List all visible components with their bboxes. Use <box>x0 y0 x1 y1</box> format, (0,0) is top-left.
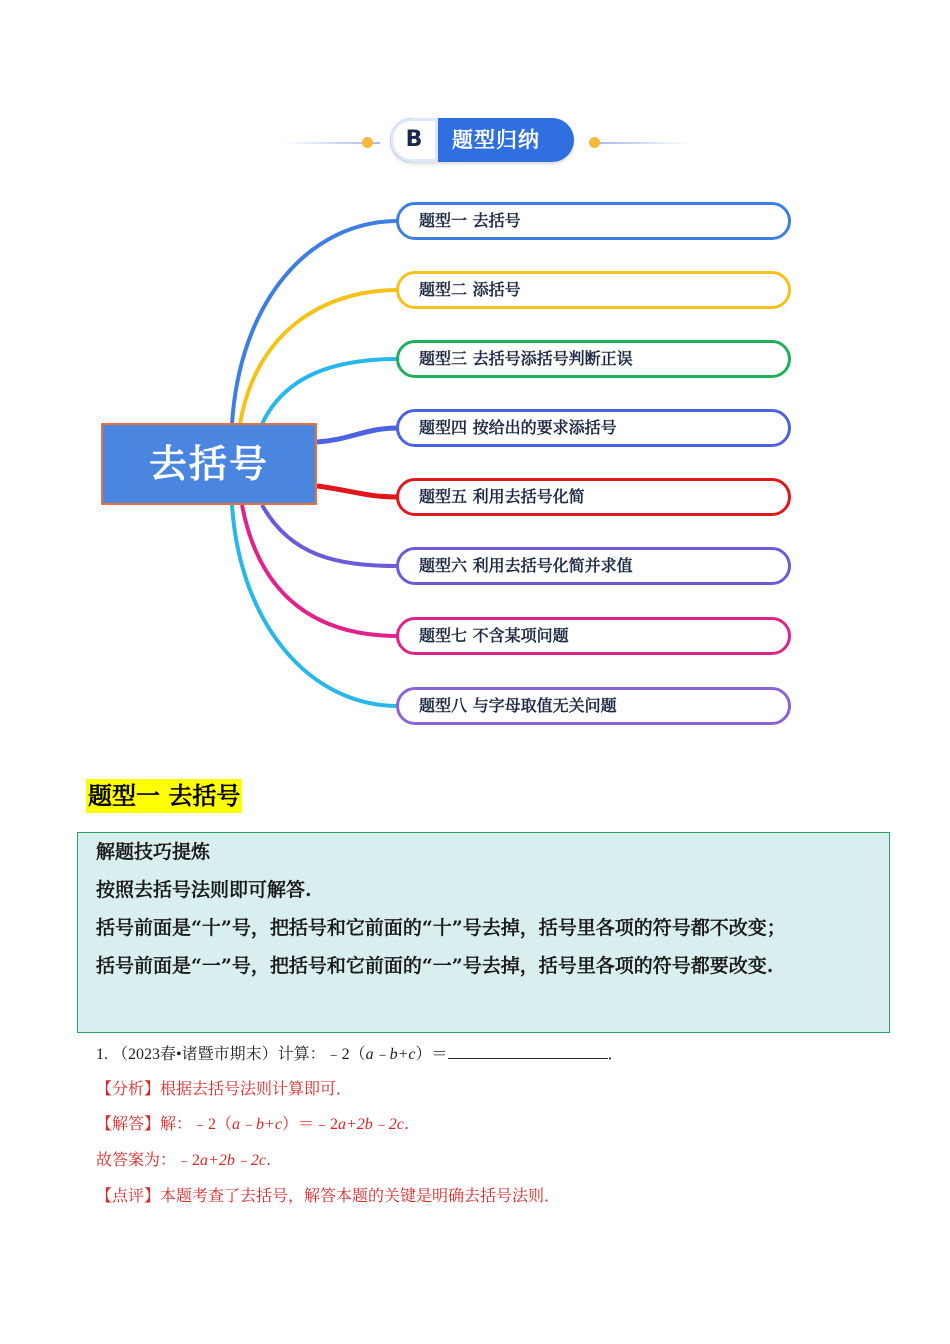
solution-tag: 【解答】 <box>96 1116 161 1133</box>
branch-type-2[interactable]: 题型二 添括号 <box>396 271 791 309</box>
answer-rest: a+2b﹣2c． <box>200 1152 282 1169</box>
solution-mid: a﹣b+c <box>232 1116 282 1133</box>
solution-eq: ）＝﹣2 <box>281 1116 338 1133</box>
problem-source: （2023春•诸暨市期末）计算： <box>112 1046 326 1063</box>
solution-rest: a+2b﹣2c． <box>337 1116 420 1133</box>
tip-line-3: 括号前面是“一”号，把括号和它前面的“一”号去掉，括号里各项的符号都要改变. <box>96 955 774 977</box>
tip-line-1: 按照去括号法则即可解答. <box>96 879 312 901</box>
branch-type-5[interactable]: 题型五 利用去括号化简 <box>396 478 791 516</box>
connector-7 <box>242 505 398 636</box>
connector-6 <box>262 505 398 566</box>
branch-type-1[interactable]: 题型一 去括号 <box>396 202 791 240</box>
problem-end: ． <box>607 1046 624 1063</box>
analysis-line <box>96 1076 352 1099</box>
analysis-text: 根据去括号法则计算即可． <box>160 1081 353 1098</box>
tip-title: 解题技巧提炼 <box>96 841 211 863</box>
problem-number: 1. <box>96 1046 108 1063</box>
solution-line <box>96 1111 420 1134</box>
problem-expr-pre: ﹣2（ <box>325 1046 366 1063</box>
answer-blank[interactable] <box>448 1044 608 1059</box>
analysis-tag: 【分析】 <box>96 1081 161 1098</box>
tip-box <box>77 832 890 1033</box>
solution-pre: 解：﹣2（ <box>160 1116 233 1133</box>
branch-type-4[interactable]: 题型四 按给出的要求添括号 <box>396 409 791 447</box>
mindmap-center: 去括号 <box>101 423 317 505</box>
problem-1 <box>96 1041 624 1064</box>
branch-type-7[interactable]: 题型七 不含某项问题 <box>396 617 791 655</box>
branch-type-8[interactable]: 题型八 与字母取值无关问题 <box>396 687 791 725</box>
connector-8 <box>232 505 398 706</box>
comment-text: 本题考查了去括号，解答本题的关键是明确去括号法则． <box>160 1188 561 1205</box>
connector-3 <box>262 359 398 424</box>
badge-title: 题型归纳 <box>452 128 540 152</box>
comment-tag: 【点评】 <box>96 1188 161 1205</box>
comment-line <box>96 1183 560 1206</box>
badge-letter: B <box>390 118 438 162</box>
answer-prefix: 故答案为：﹣2 <box>96 1152 201 1169</box>
connector-1 <box>232 221 398 424</box>
branch-type-6[interactable]: 题型六 利用去括号化简并求值 <box>396 547 791 585</box>
branch-type-3[interactable]: 题型三 去括号添括号判断正误 <box>396 340 791 378</box>
answer-line <box>96 1147 282 1170</box>
tip-line-2: 括号前面是“十”号，把括号和它前面的“十”号去掉，括号里各项的符号都不改变； <box>96 917 786 939</box>
connector-5 <box>317 486 398 497</box>
connector-4 <box>317 428 398 442</box>
problem-expr-body: a﹣b+c <box>365 1046 416 1063</box>
problem-expr-post: ）＝ <box>415 1046 448 1063</box>
section-title: 题型一 去括号 <box>86 779 242 813</box>
